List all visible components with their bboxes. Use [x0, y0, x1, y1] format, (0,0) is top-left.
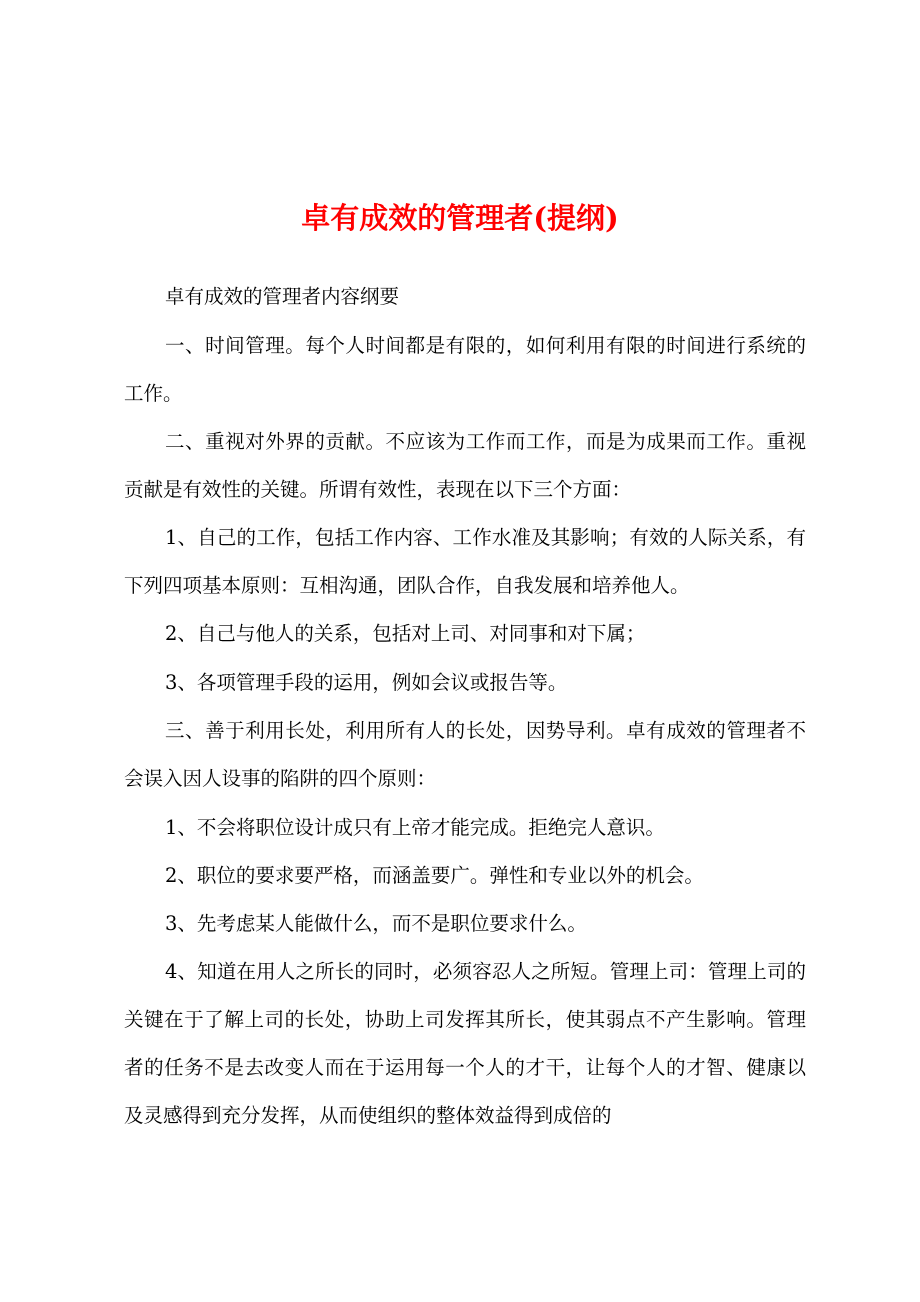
paragraph: 三、善于利用长处，利用所有人的长处，因势导利。卓有成效的管理者不会误入因人设事的陷阱的四个原则： — [124, 719, 806, 790]
paragraph: 二、重视对外界的贡献。不应该为工作而工作，而是为成果而工作。重视贡献是有效性的关键。所谓有效性，表现在以下三个方面： — [124, 430, 806, 501]
paragraph: 1、不会将职位设计成只有上帝才能完成。拒绝完人意识。 — [165, 816, 665, 839]
paragraph: 4、知道在用人之所长的同时，必须容忍人之所短。管理上司：管理上司的关键在于了解上司的长处，协助上司发挥其所长，使其弱点不产生影响。管理者的任务不是去改变人而在于运用每一个人的才干，让每个人的才智、健康以及灵感得到充分发挥，从而使组织的整体效益得到成倍的 — [124, 960, 806, 1127]
paragraph: 2、自己与他人的关系，包括对上司、对同事和对下属； — [165, 622, 646, 645]
paragraph: 1、自己的工作，包括工作内容、工作水准及其影响；有效的人际关系，有下列四项基本原则：互相沟通，团队合作，自我发展和培养他人。 — [124, 526, 806, 597]
paragraph: 3、先考虑某人能做什么，而不是职位要求什么。 — [165, 912, 587, 935]
paragraph: 一、时间管理。每个人时间都是有限的，如何利用有限的时间进行系统的工作。 — [124, 334, 806, 405]
paragraph: 3、各项管理手段的运用，例如会议或报告等。 — [165, 671, 568, 694]
paragraph: 2、职位的要求要严格，而涵盖要广。弹性和专业以外的机会。 — [165, 864, 704, 887]
document-title: 卓有成效的管理者(提纲) — [301, 201, 619, 235]
paragraph: 卓有成效的管理者内容纲要 — [165, 285, 400, 308]
